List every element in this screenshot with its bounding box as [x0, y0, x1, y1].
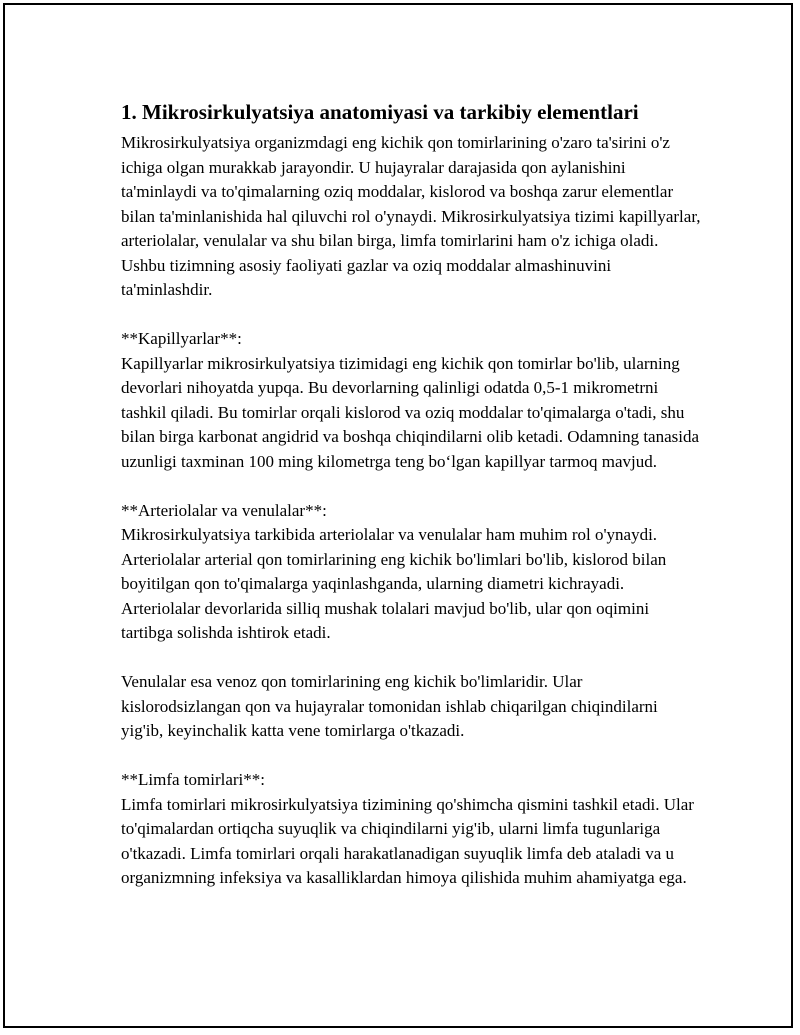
- section-body: Venulalar esa venoz qon tomirlarining eng kichik bo'limlaridir. Ular kislorodsizlangan qon va hujayralar tomonidan ishlab chiqarilgan chiqindilarni yig'ib, keyinchalik katta vene tomirlarga o'tkazadi.: [121, 672, 658, 740]
- document-title: 1. Mikrosirkulyatsiya anatomiyasi va tarkibiy elementlari: [121, 100, 639, 124]
- document-content: [121, 97, 701, 915]
- section-body: Limfa tomirlari mikrosirkulyatsiya tizimining qo'shimcha qismini tashkil etadi. Ular to'qimalardan ortiqcha suyuqlik va chiqindilarni yig'ib, ularni limfa tugunlariga o'tkazadi. Limfa tomirlari orqali harakatlanadigan suyuqlik limfa deb ataladi va u organizmning infeksiya va kasalliklardan himoya qilishida muhim ahamiyatga ega.: [121, 794, 694, 887]
- intro-paragraph: Mikrosirkulyatsiya organizmdagi eng kichik qon tomirlarining o'zaro ta'sirini o'z ichiga olgan murakkab jarayondir. U hujayralar darajasida qon aylanishini ta'minlaydi va to'qimalarning oziq moddalar, kislorod va boshqa zarur elementlar bilan ta'minlanishida hal qiluvchi rol o'ynaydi. Mikrosirkulyatsiya tizimi kapillyarlar, arteriolalar, venulalar va shu bilan birga, limfa tomirlarini ham o'z ichiga oladi. Ushbu tizimning asosiy faoliyati gazlar va oziq moddalar almashinuvini ta'minlashdir.: [121, 133, 701, 299]
- section-limfa: [121, 768, 701, 891]
- section-arteriolalar: [121, 499, 701, 646]
- section-heading: **Kapillyarlar**:: [121, 329, 242, 348]
- section-heading: **Arteriolalar va venulalar**:: [121, 500, 327, 520]
- section-kapillyarlar: [121, 327, 701, 474]
- section-body: Kapillyarlar mikrosirkulyatsiya tizimidagi eng kichik qon tomirlar bo'lib, ularning devorlari nihoyatda yupqa. Bu devorlarning qalinligi odatda 0,5-1 mikrometrni tashkil qiladi. Bu tomirlar orqali kislorod va oziq moddalar to'qimalarga o'tadi, shu bilan birga karbonat angidrid va boshqa chiqindilarni olib ketadi. Odamning tanasida uzunligi taxminan 100 ming kilometrga teng bo‘lgan kapillyar tarmoq mavjud.: [121, 353, 700, 471]
- section-heading: **Limfa tomirlari**:: [121, 770, 265, 789]
- section-venulalar: [121, 670, 701, 744]
- document-page: [3, 3, 793, 1028]
- section-body: Mikrosirkulyatsiya tarkibida arteriolalar va venulalar ham muhim rol o'ynaydi. Arteriolalar arterial qon tomirlarining eng kichik bo'limlari bo'lib, kislorod bilan boyitilgan qon to'qimalarga yaqinlashganda, ularning diametri kichrayadi. Arteriolalar devorlarida silliq mushak tolalari mavjud bo'lib, ular qon oqimini tartibga solishda ishtirok etadi.: [121, 525, 667, 642]
